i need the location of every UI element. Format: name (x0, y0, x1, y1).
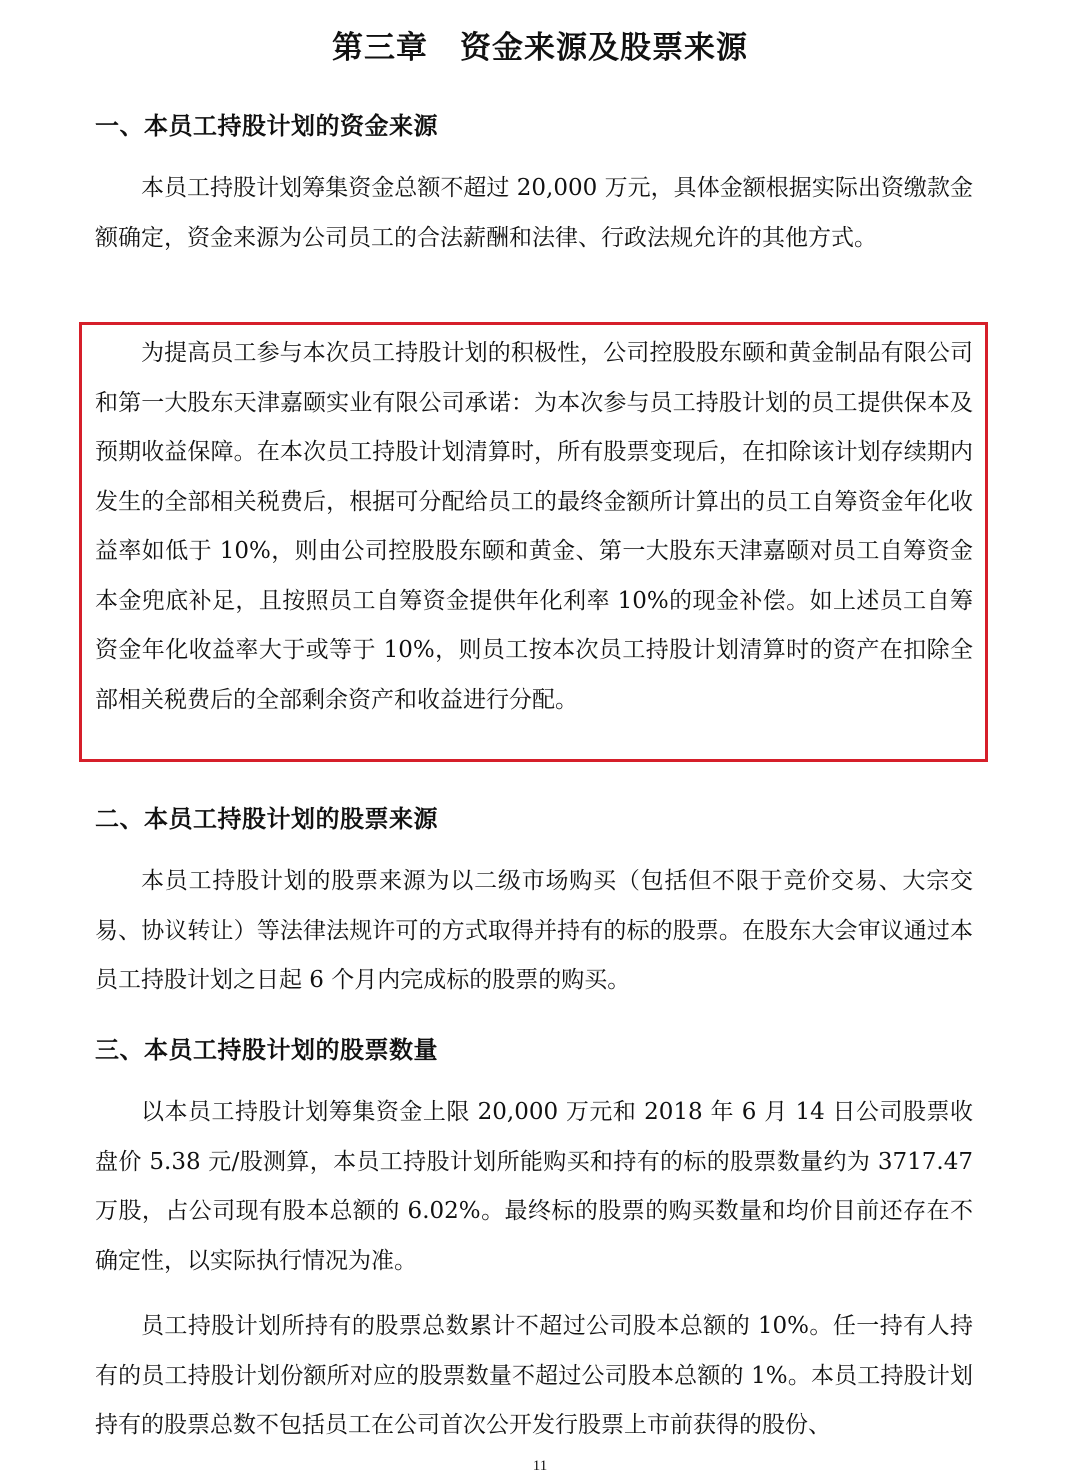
page-number: 11 (532, 1458, 548, 1474)
section-heading-stock-quantity: 三、本员工持股计划的股票数量 (95, 1036, 438, 1064)
chapter-title: 第三章 资金来源及股票来源 (332, 30, 748, 66)
section-heading-funding-source: 一、本员工持股计划的资金来源 (95, 112, 438, 140)
paragraph-stock-source: 本员工持股计划的股票来源为以二级市场购买（包括但不限于竞价交易、大宗交易、协议转让）等法律法规许可的方式取得并持有的标的股票。在股东大会审议通过本员工持股计划之日起 6 个月内完成标的股票的购买。 (95, 868, 973, 993)
paragraph-holding-limits: 员工持股计划所持有的股票总数累计不超过公司股本总额的 10%。任一持有人持有的员工持股计划份额所对应的股票数量不超过公司股本总额的 1%。本员工持股计划持有的股票总数不包括员工在公司首次公开发行股票上市前获得的股份、 (95, 1313, 973, 1438)
paragraph-guarantee-commitment: 为提高员工参与本次员工持股计划的积极性，公司控股股东颐和黄金制品有限公司和第一大股东天津嘉颐实业有限公司承诺：为本次参与员工持股计划的员工提供保本及预期收益保障。在本次员工持股计划清算时，所有股票变现后，在扣除该计划存续期内发生的全部相关税费后，根据可分配给员工的最终金额所计算出的员工自筹资金年化收益率如低于 10%，则由公司控股股东颐和黄金、第一大股东天津嘉颐对员工自筹资金本金兜底补足，且按照员工自筹资金提供年化利率 10%的现金补偿。如上述员工自筹资金年化收益率大于或等于 10%，则员工按本次员工持股计划清算时的资产在扣除全部相关税费后的全部剩余资产和收益进行分配。 (95, 340, 973, 713)
section-heading-stock-source: 二、本员工持股计划的股票来源 (95, 805, 438, 833)
paragraph-funding-total: 本员工持股计划筹集资金总额不超过 20,000 万元，具体金额根据实际出资缴款金额确定，资金来源为公司员工的合法薪酬和法律、行政法规允许的其他方式。 (95, 175, 973, 251)
paragraph-stock-quantity: 以本员工持股计划筹集资金上限 20,000 万元和 2018 年 6 月 14 日公司股票收盘价 5.38 元/股测算，本员工持股计划所能购买和持有的标的股票数量约为 3717.47 万股，占公司现有股本总额的 6.02%。最终标的股票的购买数量和均价目前还存在不确定性，以实际执行情况为准。 (95, 1099, 973, 1274)
